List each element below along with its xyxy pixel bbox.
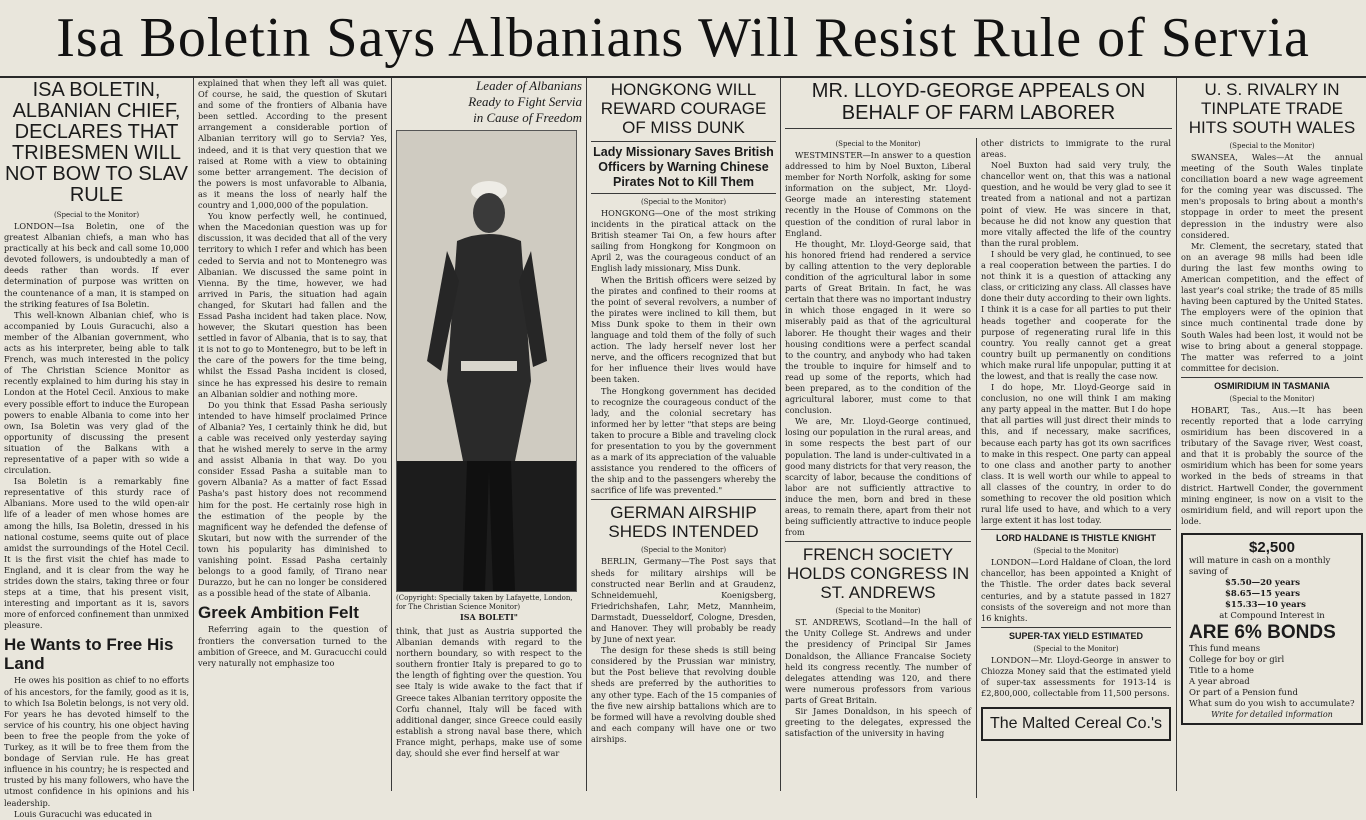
article-paragraph: When the British officers were seized by the pirates and confined to their rooms at the point of several revolvers, a number of the pirates were inclined to kill them, but Miss Dunk spoke to them in their own language and told them of the folly of such action. The lady herself never lost her nerve, and the officers recognized that but for her influence their lives would have been taken. <box>591 274 776 385</box>
dateline-special: (Special to the Monitor) <box>1033 547 1119 556</box>
column-2 <box>198 78 387 791</box>
article-headline: ISA BOLETIN, ALBANIAN CHIEF, DECLARES THAT TRIBESMEN WILL NOT BOW TO SLAV RULE <box>4 79 188 206</box>
article-paragraph: think, that just as Austria supported the Albanian demands with regard to the northern boundary, so with respect to the southern frontier Italy is prepared to go to the length of fighting over the question. You see Italy is wide awake to the fact that if Greece takes Albanian territory opposite the Corfu channel, Italy will be faced with additional danger, since Greece could easily establish a strong naval base there, which France might, perhaps, make use of some day, should she ever find herself at war <box>396 626 582 759</box>
article-headline: U. S. RIVALRY IN TINPLATE TRADE HITS SOUTH WALES <box>1188 80 1356 137</box>
column-rule <box>1176 78 1177 791</box>
portrait-photo <box>396 130 577 592</box>
column-1 <box>4 78 189 819</box>
article-headline: OSMIRIDIUM IN TASMANIA <box>1214 380 1330 391</box>
ad-rate: $8.65—15 years <box>1225 588 1301 599</box>
article-paragraph: You know perfectly well, he continued, when the Macedonian question was up for discussion, it was decided that all of the very territory to which I refer and which has been ceded to Servia and not to Montenegro was Albanian. We discussed the same point in Vienna. By the time, however, we had arrived in Paris, the situation had again changed, for Skutari had fallen and the Essad Pasha incident had taken place. Now, however, the Skutari question has been settled in favor of Albania, that is to say, that it is not to go to Montenegro, but to be left in the care of the powers for the time being, whilst the Essad Pasha incident is closed, since he has expressed his desire to remain an Albanian soldier and nothing more. <box>198 211 387 399</box>
article-headline: MR. LLOYD-GEORGE APPEALS ON BEHALF OF FARM LABORER <box>811 80 1146 124</box>
article-headline: GERMAN AIRSHIP SHEDS INTENDED <box>608 503 759 542</box>
article-paragraph: I do hope, Mr. Lloyd-George said in conclusion, no one will think I am making any party appeal in the matter. But I do hope that all parties will just direct their minds to this, and if necessary, make sacrifices, because each party has got its own sacrifices to make in this respect. One party can appeal to one class and another party to another class. It is well worth our while to appeal to all classes of the country, in order to do something to recover the old position which rural life used to have, and which to a very large extent it has lost today. <box>981 382 1171 526</box>
ad-fine-print: Write for detailed information <box>1211 709 1333 719</box>
advertisement-box: The Malted Cereal Co.'s <box>981 707 1171 741</box>
dateline-special: (Special to the Monitor) <box>53 211 140 219</box>
article-subcolumn-left <box>785 138 971 739</box>
ad-big-line: ARE 6% BONDS <box>1189 621 1336 643</box>
column-rule <box>586 78 587 791</box>
photo-credit: (Copyright: Specially taken by Lafayette, London, for The Christian Science Monitor) <box>396 594 573 611</box>
divider <box>591 193 776 194</box>
photo-caption-line: Ready to Fight Servia <box>468 94 582 109</box>
divider <box>785 541 971 542</box>
dateline-special: (Special to the Monitor) <box>1229 142 1315 150</box>
article-subhead: Lady Missionary Saves British Officers by Warning Chinese Pirates Not to Kill Them <box>593 145 774 189</box>
article-paragraph: He thought, Mr. Lloyd-George said, that his honored friend had rendered a service by calling attention to the very deplorable condition of the agricultural labor in some parts of Great Britain. In fact, he was certain that there was no important industry in which those engaged in it were so miserably paid as that of the agricultural laborer. He thought their wages and their housing conditions were a perfect scandal to the country, and anybody who had taken the trouble to inquire for himself and to read up some of the reports, which had been prepared, as to the condition of the agricultural laborer, must come to that conclusion. <box>785 238 971 416</box>
ad-line: What sum do you wish to accumulate? <box>1189 698 1355 709</box>
article-paragraph: We are, Mr. Lloyd-George continued, losing our population in the rural areas, and in some respects the best part of our population. The land is under-cultivated in a good many districts for that very reason, the scarcity of labor, because the conditions of labor are not sufficiently attractive to induce the men, born and bred in these areas, to remain there, apart from their not being sufficiently attractive to induce people from <box>785 416 971 538</box>
photo-caption-line: in Cause of Freedom <box>473 110 582 125</box>
article-headline: LORD HALDANE IS THISTLE KNIGHT <box>996 533 1156 544</box>
article-paragraph: Isa Boletin is a remarkably fine representative of this sturdy race of Albanians. More used to the wild open-air life of a leader of men whose homes are among the hills, Isa Boletin, dressed in his national costume, seems quite out of place amidst the surroundings of the Hotel Cecil. It is the first visit the chief has made to England, and it is clear from the way he strides down the stairs, taking three or four steps at a time, that his present visit, interesting and important as it is, savors more of enforced confinement than unmixed pleasure. <box>4 476 189 631</box>
article-paragraph: SWANSEA, Wales—At the annual meeting of the South Wales tinplate conciliation board a new wage agreement for the coming year was discussed. The men's proposals to bring about a month's stoppage in order to meet the present depression in the industry were also considered. <box>1181 152 1363 240</box>
article-paragraph: other districts to immigrate to the rural areas. <box>981 138 1171 160</box>
ad-rate: $5.50—20 years <box>1225 577 1301 588</box>
portrait-figure-icon <box>397 131 576 591</box>
dateline-special: (Special to the Monitor) <box>835 607 921 616</box>
photo-name-caption: ISA BOLETI" <box>460 612 518 622</box>
ad-line: at Compound Interest in <box>1219 610 1325 621</box>
article-paragraph: He owes his position as chief to no efforts of his ancestors, for the family, good as it is, to which Isa Boletin belongs, is not very old. For years he has devoted himself to the service of his country, his one object having been to free the people from the yoke of Turkey, as it will be to free them from the bondage of Servian rule. He has great influence in his country; he is respected and trusted by his many followers, who have the utmost confidence in his opinions and his leadership. <box>4 675 189 808</box>
divider <box>591 141 776 142</box>
divider <box>981 627 1171 628</box>
column-rule <box>976 138 977 798</box>
ad-line: College for boy or girl <box>1189 654 1285 665</box>
article-paragraph: I should be very glad, he continued, to see a real cooperation between the parties. I do not think it is a question of attacking any class, or criticizing any class. All classes have done their duty according to their own lights. I think it is a case for all parties to put their heads together and cooperate for the purpose of regenerating rural life in this country. You really cannot get a great country built up permanently on conditions which make rural life unpopular, putting it at the lowest, and that is really the case now. <box>981 248 1172 381</box>
article-paragraph: LONDON—Lord Haldane of Cloan, the lord chancellor, has been appointed a Knight of the Thistle. The order dates back several centuries, and by a statute passed in 1827 consists of the sovereign and not more than 16 knights. <box>981 557 1171 623</box>
article-subcolumn-right <box>981 138 1171 741</box>
bond-advertisement <box>1181 533 1363 725</box>
ad-amount: $2,500 <box>1249 538 1295 556</box>
ad-line: This fund means <box>1189 643 1261 654</box>
article-paragraph: HOBART, Tas., Aus.—It has been recently reported that a lode carrying osmiridium has been discovered in a tributary of the Savage river, West coast, and that it is probably the source of the osmiridium which has been for some years worked in the beds of streams in that district. Hartwell Conder, the government mining engineer, is now on a visit to the osmiridium field, and will report upon the lode. <box>1181 404 1363 526</box>
article-paragraph: The Hongkong government has decided to recognize the courageous conduct of the lady, and the colonial secretary has informed her by letter "that steps are being taken to procure a Bible and traveling clock for presentation to you by the government as a mark of its appreciation of the valuable assistance you rendered to the officers of the ship and to the passengers whereby the sacrifice of life was prevented." <box>591 385 776 496</box>
article-paragraph: HONGKONG—One of the most striking incidents in the piratical attack on the British steamer Tai On, a few hours after sailing from Hongkong for Kongmoon on April 2, was the courageous conduct of an English lady missionary, Miss Dunk. <box>591 208 776 274</box>
column-3 <box>396 78 582 791</box>
ad-rate: $15.33—10 years <box>1225 599 1306 610</box>
column-rule <box>193 78 194 791</box>
dateline-special: (Special to the Monitor) <box>640 546 727 555</box>
article-paragraph: Louis Guracuchi was educated in <box>14 808 153 819</box>
article-paragraph: explained that when they left all was quiet. Of course, he said, the question of Skutari and some of the frontiers of Albania have been settled. According to the present arrangement a considerable portion of Albanian territory will go to Servia? Yes, indeed, and it is that very question that we raised at Rome with a view to obtaining some better arrangement. The decision of the powers is most unfavorable to Albania, as it means the loss of nearly half the country and 1,000,000 of the population. <box>198 78 387 211</box>
dateline-special: (Special to the Monitor) <box>835 140 921 148</box>
divider <box>591 499 776 500</box>
column-rule <box>391 78 392 791</box>
article-paragraph: WESTMINSTER—In answer to a question addressed to him by Noel Buxton, Liberal member for North Norfolk, asking for some information on the subject, Mr. Lloyd-George made an interesting statement recently in the House of Commons on the question of the condition of rural labor in England. <box>785 150 971 238</box>
divider <box>1181 377 1363 378</box>
article-paragraph: Sir James Donaldson, in his speech of greeting to the delegates, expressed the satisfaction of the university in having <box>785 706 971 739</box>
column-rule <box>780 78 781 791</box>
ad-line: A year abroad <box>1189 676 1250 687</box>
column-6 <box>1181 78 1363 791</box>
ad-line: Title to a home <box>1189 665 1254 676</box>
divider <box>981 529 1171 530</box>
article-paragraph: LONDON—Mr. Lloyd-George in answer to Chiozza Money said that the estimated yield of super-tax assessments for 1913-14 is £2,800,000, collectable from 11,500 persons. <box>981 654 1171 699</box>
ad-line: Or part of a Pension fund <box>1189 687 1298 698</box>
article-paragraph: BERLIN, Germany—The Post says that sheds for military airships will be constructed near Berlin and at Graudenz, Schneidemuehl, Koenigsberg, Friedrichshafen, Lahr, Metz, Mannheim, Darmstadt, Duesseldorf, Cologne, Dresden, and Hanover. They will probably be ready by June of next year. <box>591 556 776 645</box>
article-subhead: Greek Ambition Felt <box>198 603 359 623</box>
dateline-special: (Special to the Monitor) <box>1229 394 1315 403</box>
masthead-headline: Isa Boletin Says Albanians Will Resist Rule of Servia <box>0 0 1366 78</box>
divider <box>785 128 1172 129</box>
dateline-special: (Special to the Monitor) <box>1033 644 1119 653</box>
column-4 <box>591 78 776 791</box>
article-paragraph: This well-known Albanian chief, who is accompanied by Louis Guracuchi, also a member of the Albanian government, who acts as his interpreter, being able to talk French, was much interested in the policy of The Christian Science Monitor as recently explained to him during his stay in London at the Hotel Cecil. Anxious to make every possible effort to induce the European powers to enable Albania to come into her own, Isa Boletin was very glad of the opportunity of discussing the present situation of the Balkans with a representative of a paper with so wide a circulation. <box>4 309 189 476</box>
article-subhead: He Wants to Free His Land <box>4 635 174 674</box>
article-headline: FRENCH SOCIETY HOLDS CONGRESS IN ST. ANDREWS <box>786 545 970 603</box>
article-paragraph: Noel Buxton had said very truly, the chancellor went on, that this was a national question, and he would be very glad to see it treated from a national and not a partizan point of view. He was sincere in that, because he did not know any question that more vitally affected the life of the country than the rural problem. <box>981 160 1171 248</box>
dateline-special: (Special to the Monitor) <box>640 198 727 206</box>
article-headline: HONGKONG WILL REWARD COURAGE OF MISS DUNK <box>600 80 767 137</box>
article-paragraph: Mr. Clement, the secretary, stated that on an average 98 mills had been idle during the last few months owing to American competition, and the effect of last year's coal strike; the trade of 85 mills having been captured by the United States. The employers were of the opinion that since much continental trade done by South Wales had been lost, it would not be wise to bring about a general stoppage. The matter was referred to a joint committee for decision. <box>1181 240 1363 373</box>
photo-caption-line: Leader of Albanians <box>476 78 582 93</box>
column-5 <box>785 78 1172 791</box>
article-paragraph: The design for these sheds is still being considered by the Prussian war ministry, but the Post believe that revolving double sheds are preferred by the authorities to any other type. Each of the 15 companies of the five new airship battalions which are to be formed will have a revolving double shed and each company will have one or two airships. <box>591 645 776 744</box>
article-paragraph: Referring again to the question of frontiers the conversation turned to the ambition of Greece, and M. Guracucchi could very naturally not emphasize too <box>198 624 387 668</box>
article-headline: SUPER-TAX YIELD ESTIMATED <box>1008 630 1143 641</box>
article-paragraph: ST. ANDREWS, Scotland—In the hall of the Unity College St. Andrews and under the presidency of Principal Sir James Donaldson, the Alliance Francaise Society held its congress recently. The number of delegates attending was 120, and there were numerous professors from various parts of Great Britain. <box>785 617 971 705</box>
article-paragraph: LONDON—Isa Boletin, one of the greatest Albanian chiefs, a man who has practically at his beck and call some 10,000 devoted followers, is undoubtedly a man of deeds rather than words. If ever determination of purpose was written on the countenance of a man, it is stamped on the striking features of Isa Boletin. <box>4 221 189 309</box>
article-paragraph: Do you think that Essad Pasha seriously intended to have himself proclaimed Prince of Albania? Yes, I certainly think he did, but a cable was received only yesterday saying that he wished merely to serve in the army and assist Albania in that way. Do you consider Essad Pasha a suitable man to govern Albania? As a matter of fact Essad Pasha's past history does not recommend him for the post. He certainly rose high in the estimation of the people by the magnificent way he defended the defense of Skutari, but now with the surrender of the town his popularity has diminished to vanishing point. Essad Pasha certainly belongs to a good family, of Tirano near Durazzo, but he can no longer be considered as a possible head of the state of Albania. <box>198 399 387 599</box>
ad-line: will mature in cash on a monthly saving of <box>1189 555 1331 577</box>
